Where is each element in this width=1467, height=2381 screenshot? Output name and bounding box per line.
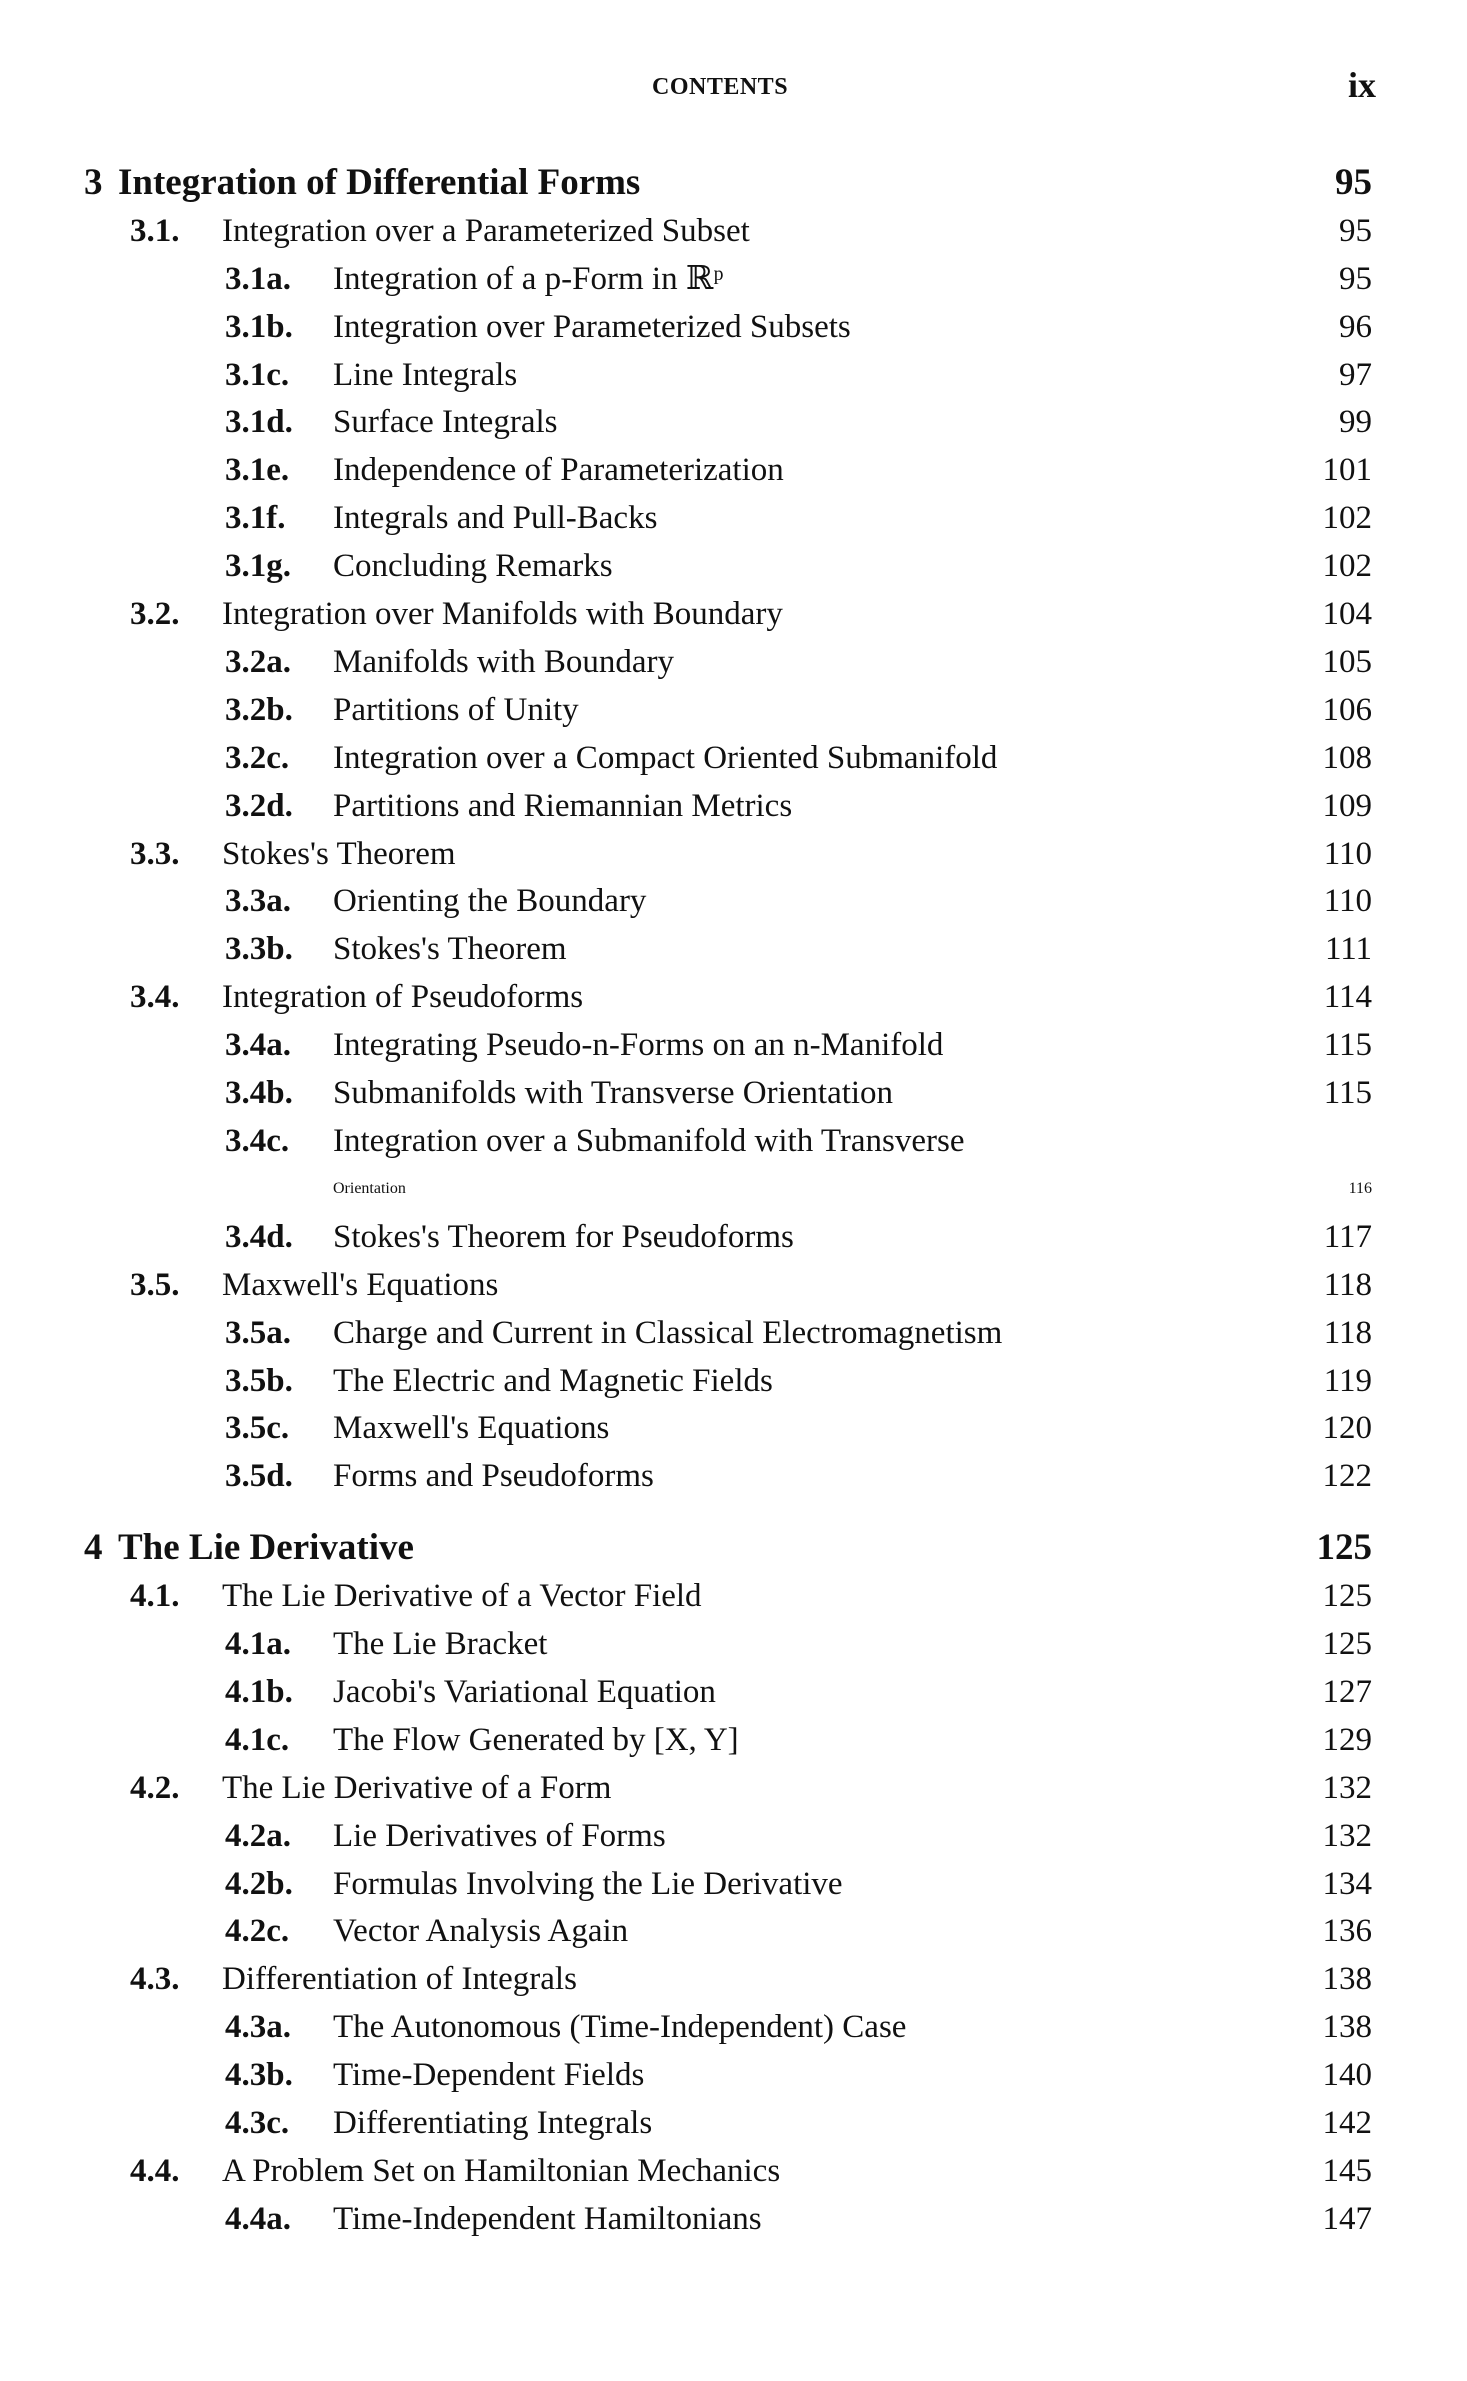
toc-subsection-entry [0, 351, 1467, 399]
toc-subsection-entry [0, 686, 1467, 734]
entry-number: 3.1e. [225, 452, 290, 488]
toc-subsection-entry [0, 1309, 1467, 1357]
entry-number: 3.4a. [225, 1027, 291, 1063]
toc-section-entry [0, 1955, 1467, 2003]
entry-page: 132 [1322, 1818, 1372, 1854]
toc-section-entry [0, 973, 1467, 1021]
entry-page: 95 [1339, 261, 1372, 297]
entry-title: Time-Dependent Fields [333, 2057, 645, 2093]
running-head: CONTENTS [652, 74, 789, 100]
toc-subsection-entry [0, 1716, 1467, 1764]
entry-number: 3 [84, 162, 103, 203]
entry-number: 4.3c. [225, 2105, 290, 2141]
entry-title: Integration of Pseudoforms [222, 979, 584, 1015]
entry-title: The Flow Generated by [X, Y] [333, 1722, 739, 1758]
entry-page: 110 [1323, 836, 1372, 872]
toc-subsection-entry [0, 1357, 1467, 1405]
toc-section-entry [0, 2147, 1467, 2195]
entry-page: 118 [1323, 1267, 1372, 1303]
entry-number: 3.3b. [225, 931, 293, 967]
entry-page: 125 [1322, 1626, 1372, 1662]
entry-page: 102 [1322, 500, 1372, 536]
entry-title: Manifolds with Boundary [333, 644, 674, 680]
entry-title: The Lie Derivative of a Vector Field [222, 1578, 702, 1614]
toc-section-entry [0, 1764, 1467, 1812]
entry-number: 4.4. [130, 2153, 180, 2189]
toc-subsection-entry [0, 2099, 1467, 2147]
entry-page: 114 [1323, 979, 1372, 1015]
entry-page: 116 [1348, 1180, 1372, 1197]
entry-number: 3.5b. [225, 1363, 293, 1399]
entry-number: 3.4c. [225, 1123, 290, 1159]
entry-number: 3.5d. [225, 1458, 293, 1494]
entry-title: Integration over Manifolds with Boundary [222, 596, 783, 632]
entry-number: 4.3a. [225, 2009, 291, 2045]
entry-page: 136 [1322, 1913, 1372, 1949]
entry-title: Integration of Differential Forms [118, 162, 641, 203]
entry-number: 3.1. [130, 213, 180, 249]
entry-number: 4.3b. [225, 2057, 293, 2093]
entry-number: 4.2c. [225, 1913, 290, 1949]
toc-subsection-entry [0, 1668, 1467, 1716]
entry-title: Maxwell's Equations [333, 1410, 610, 1446]
entry-page: 109 [1322, 788, 1372, 824]
entry-number: 3.3a. [225, 883, 291, 919]
toc-subsection-entry [0, 255, 1467, 303]
entry-number: 3.1a. [225, 261, 291, 297]
entry-page: 110 [1323, 883, 1372, 919]
entry-page: 138 [1322, 2009, 1372, 2045]
entry-page: 95 [1335, 162, 1372, 203]
toc-subsection-entry [0, 638, 1467, 686]
entry-page: 97 [1339, 357, 1372, 393]
toc-subsection-entry [0, 1021, 1467, 1069]
toc-subsection-entry [0, 734, 1467, 782]
toc-subsection-entry [0, 877, 1467, 925]
entry-title: Vector Analysis Again [333, 1913, 629, 1949]
toc-chapter-entry [0, 1524, 1467, 1572]
entry-page: 101 [1322, 452, 1372, 488]
entry-page: 96 [1339, 309, 1372, 345]
entry-number: 4.4a. [225, 2201, 291, 2237]
entry-page: 118 [1323, 1315, 1372, 1351]
entry-page: 125 [1316, 1527, 1372, 1568]
entry-number: 3.2a. [225, 644, 291, 680]
toc-subsection-entry [0, 2051, 1467, 2099]
entry-title: Partitions of Unity [333, 692, 579, 728]
entry-number: 4.1. [130, 1578, 180, 1614]
toc-section-entry [0, 1572, 1467, 1620]
entry-page: 120 [1322, 1410, 1372, 1446]
entry-title: Integration over a Parameterized Subset [222, 213, 750, 249]
entry-page: 122 [1322, 1458, 1372, 1494]
entry-page: 134 [1322, 1866, 1372, 1902]
toc-subsection-entry [0, 1907, 1467, 1955]
entry-number: 3.1f. [225, 500, 286, 536]
entry-number: 4.2b. [225, 1866, 293, 1902]
entry-page: 132 [1322, 1770, 1372, 1806]
toc-subsection-entry [0, 1117, 1467, 1165]
entry-page: 106 [1322, 692, 1372, 728]
entry-number: 3.2d. [225, 788, 293, 824]
toc-subsection-entry [0, 2003, 1467, 2051]
toc-subsection-entry [0, 925, 1467, 973]
entry-page: 105 [1322, 644, 1372, 680]
entry-title: The Autonomous (Time-Independent) Case [333, 2009, 907, 2045]
entry-page: 138 [1322, 1961, 1372, 1997]
entry-page: 95 [1339, 213, 1372, 249]
entry-title: Integration over a Compact Oriented Submanifold [333, 740, 998, 776]
toc-subsection-entry [0, 303, 1467, 351]
entry-title: Line Integrals [333, 357, 518, 393]
entry-title: Integration over a Submanifold with Transverse [333, 1123, 965, 1159]
entry-title: Integration over Parameterized Subsets [333, 309, 851, 345]
entry-number: 4 [84, 1527, 103, 1568]
entry-number: 4.1b. [225, 1674, 293, 1710]
toc-subsection-entry [0, 542, 1467, 590]
entry-title: Integrating Pseudo-n-Forms on an n-Manifold [333, 1027, 944, 1063]
toc-chapter-entry [0, 159, 1467, 207]
entry-title: The Lie Bracket [333, 1626, 548, 1662]
entry-number: 4.2a. [225, 1818, 291, 1854]
entry-title: Integration of a p-Form in ℝᵖ [333, 261, 724, 297]
toc-subsection-entry [0, 1069, 1467, 1117]
entry-page: 102 [1322, 548, 1372, 584]
entry-page: 129 [1322, 1722, 1372, 1758]
entry-number: 3.5a. [225, 1315, 291, 1351]
toc-subsection-entry [0, 398, 1467, 446]
entry-page: 117 [1323, 1219, 1372, 1255]
toc-section-entry [0, 1261, 1467, 1309]
toc-subsection-entry [0, 1404, 1467, 1452]
entry-title: Surface Integrals [333, 404, 558, 440]
entry-page: 115 [1323, 1075, 1372, 1111]
toc-subsection-entry [0, 1620, 1467, 1668]
entry-title: Stokes's Theorem [222, 836, 456, 872]
toc-section-entry [0, 830, 1467, 878]
toc-subsection-entry [0, 1452, 1467, 1500]
page-number: ix [1348, 65, 1377, 105]
entry-title: Orientation [333, 1180, 406, 1197]
entry-title: Formulas Involving the Lie Derivative [333, 1866, 843, 1902]
entry-page: 108 [1322, 740, 1372, 776]
toc-subsection-entry [0, 1860, 1467, 1908]
entry-title: Integrals and Pull-Backs [333, 500, 658, 536]
entry-page: 142 [1322, 2105, 1372, 2141]
entry-title: Independence of Parameterization [333, 452, 784, 488]
toc-entry-continuation [0, 1165, 1467, 1213]
entry-number: 3.2. [130, 596, 180, 632]
entry-page: 127 [1322, 1674, 1372, 1710]
entry-title: Submanifolds with Transverse Orientation [333, 1075, 894, 1111]
entry-title: Differentiating Integrals [333, 2105, 653, 2141]
entry-title: Stokes's Theorem [333, 931, 567, 967]
entry-number: 3.5. [130, 1267, 180, 1303]
entry-number: 3.3. [130, 836, 180, 872]
toc-subsection-entry [0, 782, 1467, 830]
entry-title: Orienting the Boundary [333, 883, 647, 919]
entry-title: Stokes's Theorem for Pseudoforms [333, 1219, 794, 1255]
entry-number: 3.1g. [225, 548, 291, 584]
entry-number: 3.1d. [225, 404, 293, 440]
entry-number: 3.2b. [225, 692, 293, 728]
entry-number: 3.1b. [225, 309, 293, 345]
entry-page: 99 [1339, 404, 1372, 440]
entry-page: 119 [1323, 1363, 1372, 1399]
toc-subsection-entry [0, 494, 1467, 542]
entry-number: 3.5c. [225, 1410, 290, 1446]
entry-number: 4.1a. [225, 1626, 291, 1662]
entry-title: Charge and Current in Classical Electromagnetism [333, 1315, 1003, 1351]
entry-number: 3.4b. [225, 1075, 293, 1111]
entry-number: 4.3. [130, 1961, 180, 1997]
entry-title: Lie Derivatives of Forms [333, 1818, 666, 1854]
entry-page: 111 [1324, 931, 1372, 967]
entry-title: Jacobi's Variational Equation [333, 1674, 716, 1710]
toc-section-entry [0, 207, 1467, 255]
entry-title: Time-Independent Hamiltonians [333, 2201, 762, 2237]
entry-number: 3.1c. [225, 357, 290, 393]
entry-title: Partitions and Riemannian Metrics [333, 788, 793, 824]
entry-title: Maxwell's Equations [222, 1267, 499, 1303]
entry-title: Concluding Remarks [333, 548, 613, 584]
entry-number: 3.4d. [225, 1219, 293, 1255]
toc-section-entry [0, 590, 1467, 638]
entry-title: Forms and Pseudoforms [333, 1458, 654, 1494]
toc-subsection-entry [0, 1812, 1467, 1860]
entry-page: 115 [1323, 1027, 1372, 1063]
entry-page: 140 [1322, 2057, 1372, 2093]
entry-title: A Problem Set on Hamiltonian Mechanics [222, 2153, 781, 2189]
entry-page: 104 [1322, 596, 1372, 632]
entry-page: 145 [1322, 2153, 1372, 2189]
toc-subsection-entry [0, 2195, 1467, 2243]
entry-number: 4.1c. [225, 1722, 290, 1758]
toc-subsection-entry [0, 446, 1467, 494]
entry-number: 4.2. [130, 1770, 180, 1806]
entry-title: The Electric and Magnetic Fields [333, 1363, 773, 1399]
entry-title: The Lie Derivative [118, 1527, 414, 1568]
entry-title: The Lie Derivative of a Form [222, 1770, 612, 1806]
entry-number: 3.4. [130, 979, 180, 1015]
entry-page: 147 [1322, 2201, 1372, 2237]
toc-subsection-entry [0, 1213, 1467, 1261]
entry-number: 3.2c. [225, 740, 290, 776]
entry-title: Differentiation of Integrals [222, 1961, 577, 1997]
entry-page: 125 [1322, 1578, 1372, 1614]
